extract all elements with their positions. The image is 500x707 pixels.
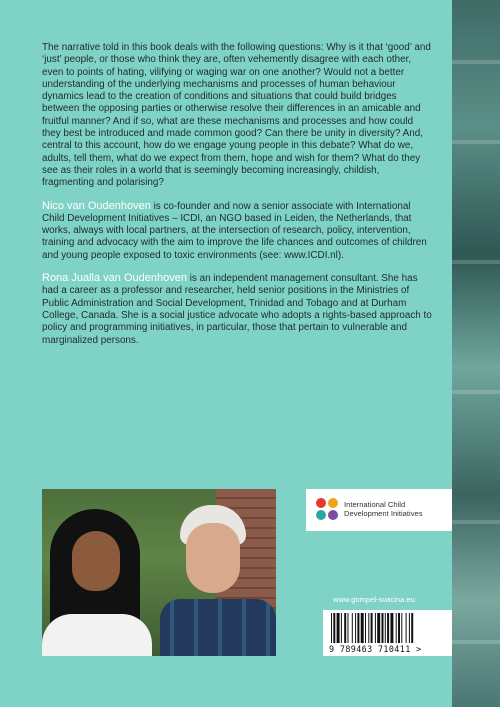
icdi-logo: [306, 489, 452, 531]
back-cover-text: [42, 42, 434, 357]
isbn-number: 9 789463 710411 >: [329, 644, 422, 654]
logo-dot: [328, 510, 338, 520]
woman-clothing: [42, 614, 152, 656]
barcode-bar: [365, 613, 366, 643]
man-face: [186, 523, 240, 593]
barcode-bar: [333, 613, 335, 643]
logo-line1: International Child: [344, 500, 406, 509]
barcode-bar: [348, 613, 349, 643]
logo-dot: [328, 498, 338, 508]
logo-dot: [316, 510, 326, 520]
logo-dots-icon: [316, 498, 340, 522]
barcode-bar: [368, 613, 369, 643]
author1-name: Nico van Oudenhoven: [42, 199, 151, 212]
cover-art-strip: [452, 0, 500, 707]
author1-bio-paragraph: [42, 200, 434, 262]
isbn-barcode: [323, 610, 452, 656]
barcode-bar: [377, 613, 380, 643]
blurb-paragraph: The narrative told in this book deals with the following questions: Why is it that ‘good’ and ‘just’ people, or those who think they are, often vehemently disagree with each other, even to points of hating, vilifying or waging war on one another? Would not a better understanding of the underlying mechanisms and processes of human behaviour dynamics lead to the creation of conditions and situations that could build bridges between the opposing parties or otherwise resolve their differences in an amicable and fruitful manner? And if so, what are these mechanisms and processes and how could they best be introduced and made common good? Can there be unity in diversity? And, central to this account, how do we engage young people in this debate? What do we, adults, tell them, what do we expect from them, hope and wish for them? What do they see as their roles in a world that is seemingly becoming increasingly, childish, fragmenting and polarising?: [42, 42, 431, 189]
barcode-bar: [406, 613, 407, 643]
barcode-bar: [331, 613, 332, 643]
barcode-bar: [390, 613, 393, 643]
woman-face: [72, 531, 120, 591]
barcode-bar: [341, 613, 342, 643]
barcode-bar: [371, 613, 373, 643]
publisher-website: www.gompel-svacina.eu: [333, 595, 415, 604]
barcode-bar: [387, 613, 389, 643]
barcode-bar: [401, 613, 402, 643]
barcode-bar: [352, 613, 353, 643]
author1-bio: is co-founder and now a senior associate with International Child Development Initiatives – ICDI, an NGO based in Leiden, the Netherlands, that works, always with local partners, at the intersection of research, policy, intervention, training and advocacy with the aim to improve the life chances and outcomes of children and young people exposed to toxic environments (see: www.ICDI.nl).: [42, 200, 427, 261]
barcode-bar: [409, 613, 410, 643]
author2-name: Rona Jualla van Oudenhoven: [42, 272, 187, 285]
author2-bio-paragraph: [42, 272, 434, 347]
barcode-bar: [344, 613, 346, 643]
man-clothing: [160, 599, 276, 656]
barcode-bar: [337, 613, 340, 643]
barcode-bar: [382, 613, 384, 643]
barcode-bar: [396, 613, 397, 643]
barcode-bar: [398, 613, 400, 643]
barcode-bar: [355, 613, 356, 643]
barcode-bar: [357, 613, 359, 643]
authors-photo: [42, 489, 276, 656]
logo-dot: [316, 498, 326, 508]
logo-line2: Development Initiatives: [344, 509, 423, 519]
barcode-bar: [375, 613, 376, 643]
barcode-bars: [329, 613, 446, 643]
author2-bio: is an independent management consultant. She has had a career as a professor and researcher, held senior positions in the Ministries of Public Administration and Social Development, Trinidad and Tobago and at Durham College, Canada. She is a social justice advocate who adopts a rights-based approach to policy and programming initiatives, in particular, those that pertain to vulnerable and marginalized persons.: [42, 273, 432, 346]
barcode-bar: [411, 613, 413, 643]
barcode-bar: [361, 613, 364, 643]
barcode-bar: [385, 613, 386, 643]
logo-text: [344, 500, 450, 519]
